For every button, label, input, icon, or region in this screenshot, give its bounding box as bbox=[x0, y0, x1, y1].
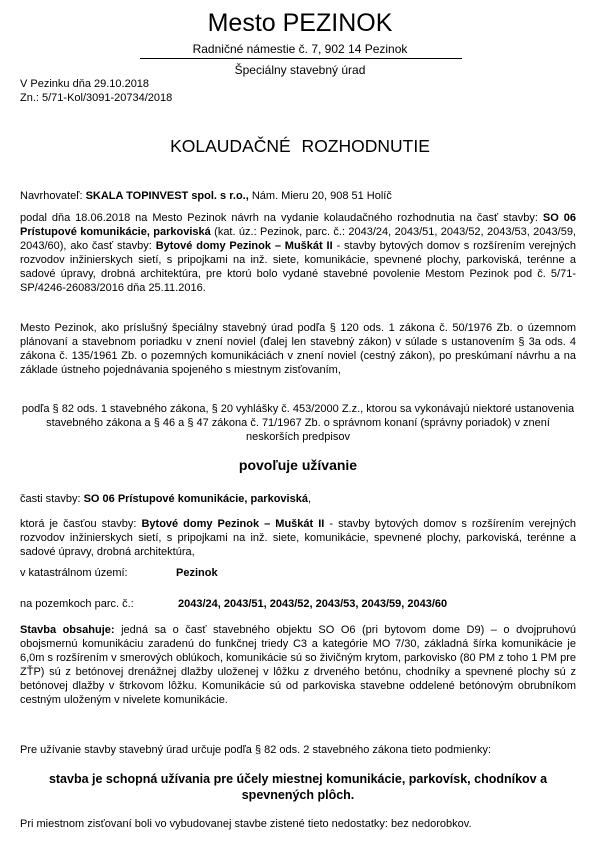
part-label: časti stavby: bbox=[20, 493, 84, 505]
applicant-name: SKALA TOPINVEST spol. s r.o., bbox=[85, 190, 249, 202]
office-name: Špeciálny stavebný úrad bbox=[234, 63, 366, 77]
file-number: Zn.: 5/71-Kol/3091-20734/2018 bbox=[20, 92, 173, 104]
application-paragraph bbox=[20, 211, 576, 295]
application-building-name: Bytové domy Pezinok – Muškát II bbox=[155, 240, 333, 252]
document-title: KOLAUDAČNÉ ROZHODNUTIE bbox=[170, 136, 430, 156]
applicant-label: Navrhovateľ: bbox=[20, 190, 83, 202]
legal-basis-paragraph: podľa § 82 ods. 1 stavebného zákona, § 20 vyhlášky č. 453/2000 Z.z., ktorou sa vykonávajú niektoré ustanovenia stavebného zákona a § 46 a § 47 zákona č. 71/1967 Zb. o správnom konaní (správny poriadok) v znení neskorších predpisov bbox=[21, 403, 575, 443]
part-of-text-1: ktorá je časťou stavby: bbox=[20, 518, 142, 530]
part-line bbox=[20, 492, 576, 506]
municipality-address: Radničné námestie č. 7, 902 14 Pezinok bbox=[192, 42, 408, 56]
part-of-building: Bytové domy Pezinok – Muškát II bbox=[141, 518, 325, 530]
findings-line: Pri miestnom zisťovaní boli vo vybudovanej stavbe zistené tieto nedostatky: bez nedorobkov. bbox=[20, 818, 472, 830]
condition-1: stavba je schopná užívania pre účely miestnej komunikácie, parkovísk, chodníkov a spevnených plôch. bbox=[48, 772, 548, 802]
cadastral-value: Pezinok bbox=[176, 567, 218, 579]
contents-label: Stavba obsahuje: bbox=[20, 624, 115, 636]
contents-paragraph bbox=[20, 623, 576, 707]
parcels-line bbox=[20, 597, 576, 611]
cadastral-label: v katastrálnom území: bbox=[20, 567, 128, 579]
parcels-label: na pozemkoch parc. č.: bbox=[20, 598, 134, 610]
municipality-title: Mesto PEZINOK bbox=[207, 9, 393, 37]
part-tail: , bbox=[307, 493, 312, 505]
authority-paragraph: Mesto Pezinok, ako príslušný špeciálny stavebný úrad podľa § 120 ods. 1 zákona č. 50/1976 Zb. o územnom plánovaní a stavebnom poriadku v znení noviel (ďalej len stavebný zákon) v súlade s ustanovením § 3a ods. 4 zákona č. 135/1961 Zb. o pozemných komunikáciách v znení noviel (cestný zákon), po preskúmaní návrhu a na základe ústneho pojednávania spojeného s miestnym zisťovaním, bbox=[20, 322, 576, 376]
contents-text: jedná sa o časť stavebného objektu SO O6 (pri bytovom dome D9) – o dvojpruhovú obojsmernú komunikáciu zaradenú do funkčnej triedy C3 a kategórie MO 7/30, základná šírka komunikácie je 6,0m s rozšírením v smerových oblúkoch, komunikácie sú so živičným krytom, parkovisko (80 PM z toho 1 PM pre ZŤP) sú z betónovej drenážnej dlažby uloženej v lôžku z drveného betónu, chodníky a spevnené plochy sú z betónovej dlažby v štrkovom lôžku. Komunikácie sú od parkoviska stavebne oddelené betónovým obrubníkom cestným uloženým v nivelete komunikácie. bbox=[20, 624, 576, 706]
applicant-line bbox=[20, 189, 576, 203]
application-text-3: - stavby bytových domov s rozšírením verejných rozvodov inžinierskych sietí, s pripojkami na inž. siete, komunikácie, spevnené plochy, parkoviská, terénne a sadové úpravy, drobná architektúra, pre ktorú bolo vydané stavebné povolenie Mestom Pezinok pod č. 5/71-SP/4246-26083/2016 dňa 25.11.2016. bbox=[20, 240, 576, 294]
application-text-1: podal dňa 18.06.2018 na Mesto Pezinok návrh na vydanie kolaudačného rozhodnutia na časť stavby: bbox=[20, 212, 543, 224]
parcels-value: 2043/24, 2043/51, 2043/52, 2043/53, 2043/59, 2043/60 bbox=[178, 598, 448, 610]
place-date: V Pezinku dňa 29.10.2018 bbox=[20, 78, 150, 90]
header-divider bbox=[140, 58, 462, 59]
part-of-paragraph bbox=[20, 517, 576, 559]
part-of-text-2: - stavby bytových domov s rozšírením verejných rozvodov inžinierskych sietí, s pripojkami na inž. siete, komunikácie, spevnené plochy, parkoviská, terénne a sadové úpravy, drobná architektúra, bbox=[20, 518, 576, 558]
decision-heading: povoľuje užívanie bbox=[238, 457, 358, 473]
application-part-name: SO 06 Prístupové komunikácie, parkoviská bbox=[20, 212, 576, 238]
part-value: SO 06 Prístupové komunikácie, parkoviská bbox=[83, 493, 308, 505]
conditions-intro: Pre užívanie stavby stavebný úrad určuje podľa § 82 ods. 2 stavebného zákona tieto podmienky: bbox=[20, 744, 492, 756]
application-text-2: (kat. úz.: Pezinok, parc. č.: 2043/24, 2043/51, 2043/52, 2043/53, 2043/59, 2043/60), ako časť stavby: bbox=[20, 226, 576, 252]
applicant-address: Nám. Mieru 20, 908 51 Holíč bbox=[251, 190, 392, 202]
cadastral-line bbox=[20, 566, 576, 580]
